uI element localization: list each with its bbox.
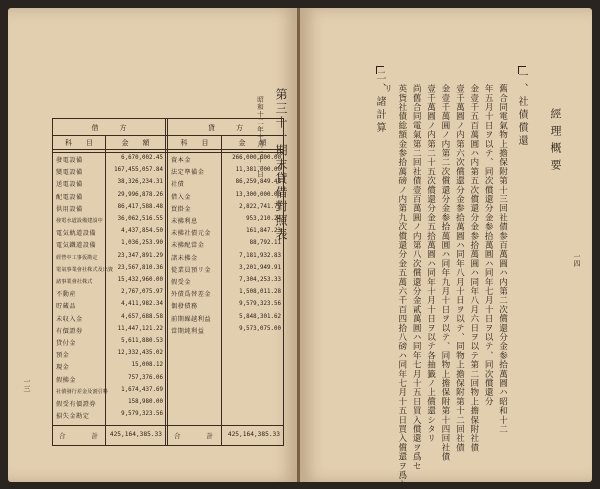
page-number: 一三 [23, 378, 31, 392]
debit-amount: 4,437,854.50 [121, 228, 163, 235]
credit-amount: 3,201,949.91 [239, 264, 281, 271]
credit-total-label: 合 計 [174, 432, 213, 440]
credit-amount: 953,210.24 [246, 216, 281, 222]
credit-item: 法定準備金 [171, 169, 205, 177]
summary-title: 經理概要 [549, 108, 562, 176]
credit-amount: 2,822,741.79 [239, 203, 281, 210]
debit-amount: 86,417,588.48 [117, 203, 163, 210]
credit-item: 未拂利息 [171, 218, 198, 225]
credit-amount: 7,181,932.83 [239, 252, 281, 259]
debit-amount: 23,567,810.36 [117, 264, 163, 271]
debit-item-header: 科 目 [65, 139, 93, 147]
debit-item: 發電水道設備建設中 [56, 218, 103, 224]
section2-heading: 二、諸計算 [374, 70, 385, 135]
left-page [8, 8, 298, 482]
debit-item: 有價證券 [56, 327, 83, 335]
credit-item: 買掛金 [171, 205, 192, 213]
credit-amount: 88,792.11 [249, 240, 281, 247]
debit-item: 貯蔵品 [56, 303, 77, 311]
credit-item: 社債 [171, 181, 185, 189]
debit-item: 諸事業會社株式 [56, 279, 93, 285]
debit-item: 現金 [56, 364, 70, 372]
section1-line: 壹千萬圓ノ内第六次償還分金参拾萬圓ハ同年八月十日ヲ以テ、同物上擔保附第十二回社債 [454, 84, 465, 452]
debit-amount: 11,447,121.22 [117, 325, 163, 332]
credit-item: 資本金 [171, 157, 192, 164]
credit-amount: 9,579,323.56 [239, 301, 281, 308]
debit-item: 損失金勘定 [56, 413, 90, 421]
debit-amount: 4,657,688.58 [121, 313, 163, 320]
debit-amount: 167,455,057.84 [114, 167, 163, 174]
credit-item: 從業員預リ金 [171, 266, 212, 274]
credit-amount: 13,300,000.00 [235, 191, 281, 198]
debit-item: 經營中工事仮勘定 [56, 254, 98, 261]
debit-amount: 9,579,323.56 [121, 411, 163, 418]
debit-item: 配電設備 [56, 193, 83, 201]
debit-total: 425,164,385.33 [109, 431, 162, 438]
debit-item: 發電設備 [56, 157, 83, 164]
debit-amount: 29,996,878.26 [117, 191, 163, 198]
section1-line: 年五月十日ヲ以テ、同次償還分金参拾萬圓ハ同年七月十日ヲ以テ、同次償還分 [483, 84, 494, 406]
debit-amount: 38,326,234.31 [117, 179, 163, 186]
balance-sheet-date: 昭和十二年十月三十一日 [256, 96, 264, 179]
row-divider [53, 149, 283, 153]
credit-header: 貸 方 [208, 124, 243, 132]
debit-item: 變電設備 [56, 169, 83, 177]
balance-sheet-title: 第三十一期末貸借對照表 [274, 88, 288, 242]
right-page [300, 8, 592, 489]
debit-item: 未収入金 [56, 315, 83, 323]
book-spread [8, 8, 592, 489]
credit-amount: 86,259,849.43 [235, 179, 281, 186]
credit-item: 偶發債務 [171, 303, 198, 311]
credit-item: 假受金 [171, 279, 192, 286]
section1-line: 金壹千五百萬圓ハ内第五次償還分金参拾萬圓ハ同年八月六日ヲ以テ第二回物上擔保附社債 [468, 84, 479, 452]
debit-header: 借 方 [91, 124, 127, 132]
debit-amount: 2,767,075.97 [121, 289, 163, 296]
debit-item: 電気鐵道設備 [56, 242, 97, 250]
section1-line: リ [382, 84, 393, 94]
debit-item: 電氣事業會社株式及出資 [56, 266, 114, 273]
debit-amount: 15,432,960.00 [117, 277, 163, 283]
section1-line: 英貨社債総額金参拾萬磅ノ内第九次償還分金五萬六千百四拾八磅ハ同年七月十五日買入償還ヲ爲セ [396, 84, 407, 489]
debit-amount: 23,347,891.29 [117, 252, 163, 259]
row-divider [53, 135, 283, 136]
credit-amount: 266,000,000.00 [232, 155, 281, 161]
credit-amount: 1,508,011.28 [239, 289, 281, 296]
debit-amount: 36,062,516.55 [117, 216, 163, 222]
debit-item: 假受有價證券 [56, 401, 97, 408]
credit-item: 未拂配當金 [171, 242, 205, 250]
page-number: 一四 [573, 253, 581, 267]
credit-item-header: 科 目 [180, 139, 209, 147]
debit-item: 不動産 [56, 291, 77, 299]
debit-amount: 1,674,437.69 [121, 386, 163, 393]
debit-item: 預金 [56, 352, 70, 360]
credit-amount: 11,381,000.00 [235, 167, 281, 174]
debit-amount: 4,411,982.34 [121, 301, 163, 308]
debit-amount: 757,376.06 [128, 374, 163, 381]
credit-amount: 9,573,075.00 [239, 325, 281, 332]
debit-total-label: 合 計 [59, 432, 98, 440]
section1-line: 壹千萬圓ノ内第二十五次償還分金五拾萬圓ハ同年十月十日ヲ以テ各抽籤ノ上償還シタリ [425, 84, 436, 443]
balance-sheet-table [52, 118, 284, 446]
debit-item: 送電設備 [56, 181, 83, 189]
section1-line: 舊合同電氣物上擔保附第十三回社債参百萬圓ハ内第二次償還分金参拾萬圓ハ昭和十二 [497, 84, 508, 434]
credit-item: 當期純利益 [171, 327, 205, 335]
credit-item: 諸未拂金 [171, 254, 198, 262]
section1-heading: 一、社債償還 [516, 70, 527, 148]
credit-amount: 7,304,253.33 [239, 277, 281, 283]
debit-amount: 5,611,880.53 [121, 338, 163, 344]
debit-amount: 1,036,253.90 [121, 240, 163, 247]
section1-line: 尚舊合同電氣第二回社債壹百萬圓ノ内第八次償還分金貳萬圓ハ同年七月十五日買入償還ヲ爲セ [411, 84, 422, 471]
debit-amount-header: 金 額 [121, 139, 150, 147]
debit-item: 假拂金 [56, 376, 77, 384]
debit-item: 供用設備 [56, 205, 83, 213]
column-divider [165, 119, 168, 445]
credit-item: 借入金 [171, 193, 192, 201]
debit-item: 社債發行差金及割引料 [56, 388, 108, 395]
section1-line: 金壹千萬圓ノ内第二次償還分金参拾萬圓ハ同年九月十日ヲ以テ、同物上擔保附第十四回社債 [439, 84, 450, 462]
debit-amount: 12,332,435.02 [117, 350, 163, 357]
debit-item: 電気軌道設備 [56, 230, 97, 238]
credit-item: 前期繰越利益 [171, 315, 212, 323]
row-divider [53, 425, 283, 426]
debit-amount: 15,008.12 [131, 362, 163, 369]
debit-amount: 6,670,002.45 [121, 155, 163, 161]
credit-amount-header: 金 額 [238, 139, 267, 147]
credit-item: 未拂社債元金 [171, 230, 212, 238]
debit-amount: 158,980.00 [128, 399, 163, 405]
debit-item: 貸付金 [56, 340, 77, 347]
credit-amount: 161,847.23 [246, 228, 281, 235]
credit-total: 425,164,385.33 [227, 431, 280, 438]
credit-amount: 5,848,301.62 [239, 313, 281, 320]
credit-item: 外債爲替差金 [171, 291, 212, 299]
